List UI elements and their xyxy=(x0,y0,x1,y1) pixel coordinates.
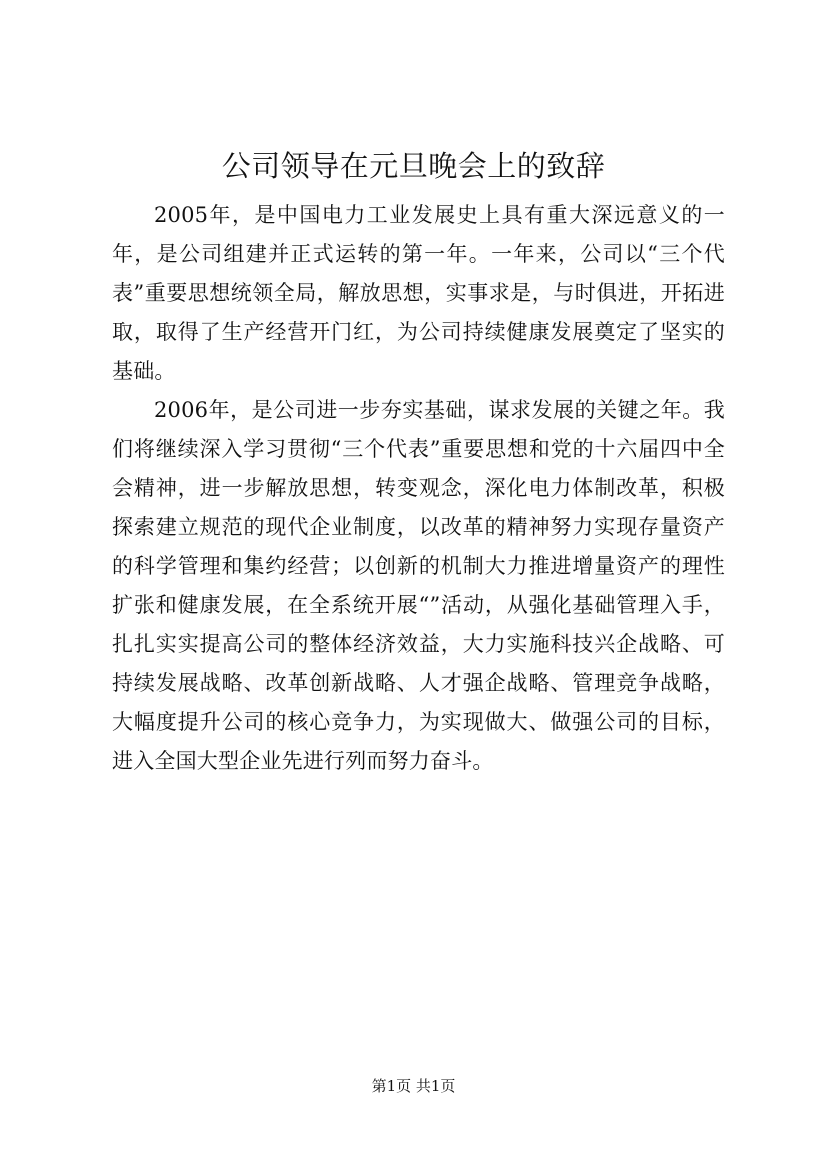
page-number-footer: 第1页 共1页 xyxy=(371,1077,456,1095)
document-body xyxy=(112,196,725,781)
paragraph-1: 2005年，是中国电力工业发展史上具有重大深远意义的一年，是公司组建并正式运转的第一年。一年来，公司以“三个代表”重要思想统领全局，解放思想，实事求是，与时俱进，开拓进取，取得了生产经营开门红，为公司持续健康发展奠定了坚实的基础。 xyxy=(112,203,725,383)
document-title: 公司领导在元旦晚会上的致辞 xyxy=(221,149,606,183)
paragraph-2: 2006年，是公司进一步夯实基础，谋求发展的关键之年。我们将继续深入学习贯彻“三个代表”重要思想和党的十六届四中全会精神，进一步解放思想，转变观念，深化电力体制改革，积极探索建立规范的现代企业制度，以改革的精神努力实现存量资产的科学管理和集约经营；以创新的机制大力推进增量资产的理性扩张和健康发展，在全系统开展“”活动，从强化基础管理入手，扎扎实实提高公司的整体经济效益，大力实施科技兴企战略、可持续发展战略、改革创新战略、人才强企战略、管理竞争战略，大幅度提升公司的核心竞争力，为实现做大、做强公司的目标，进入全国大型企业先进行列而努力奋斗。 xyxy=(112,398,725,773)
